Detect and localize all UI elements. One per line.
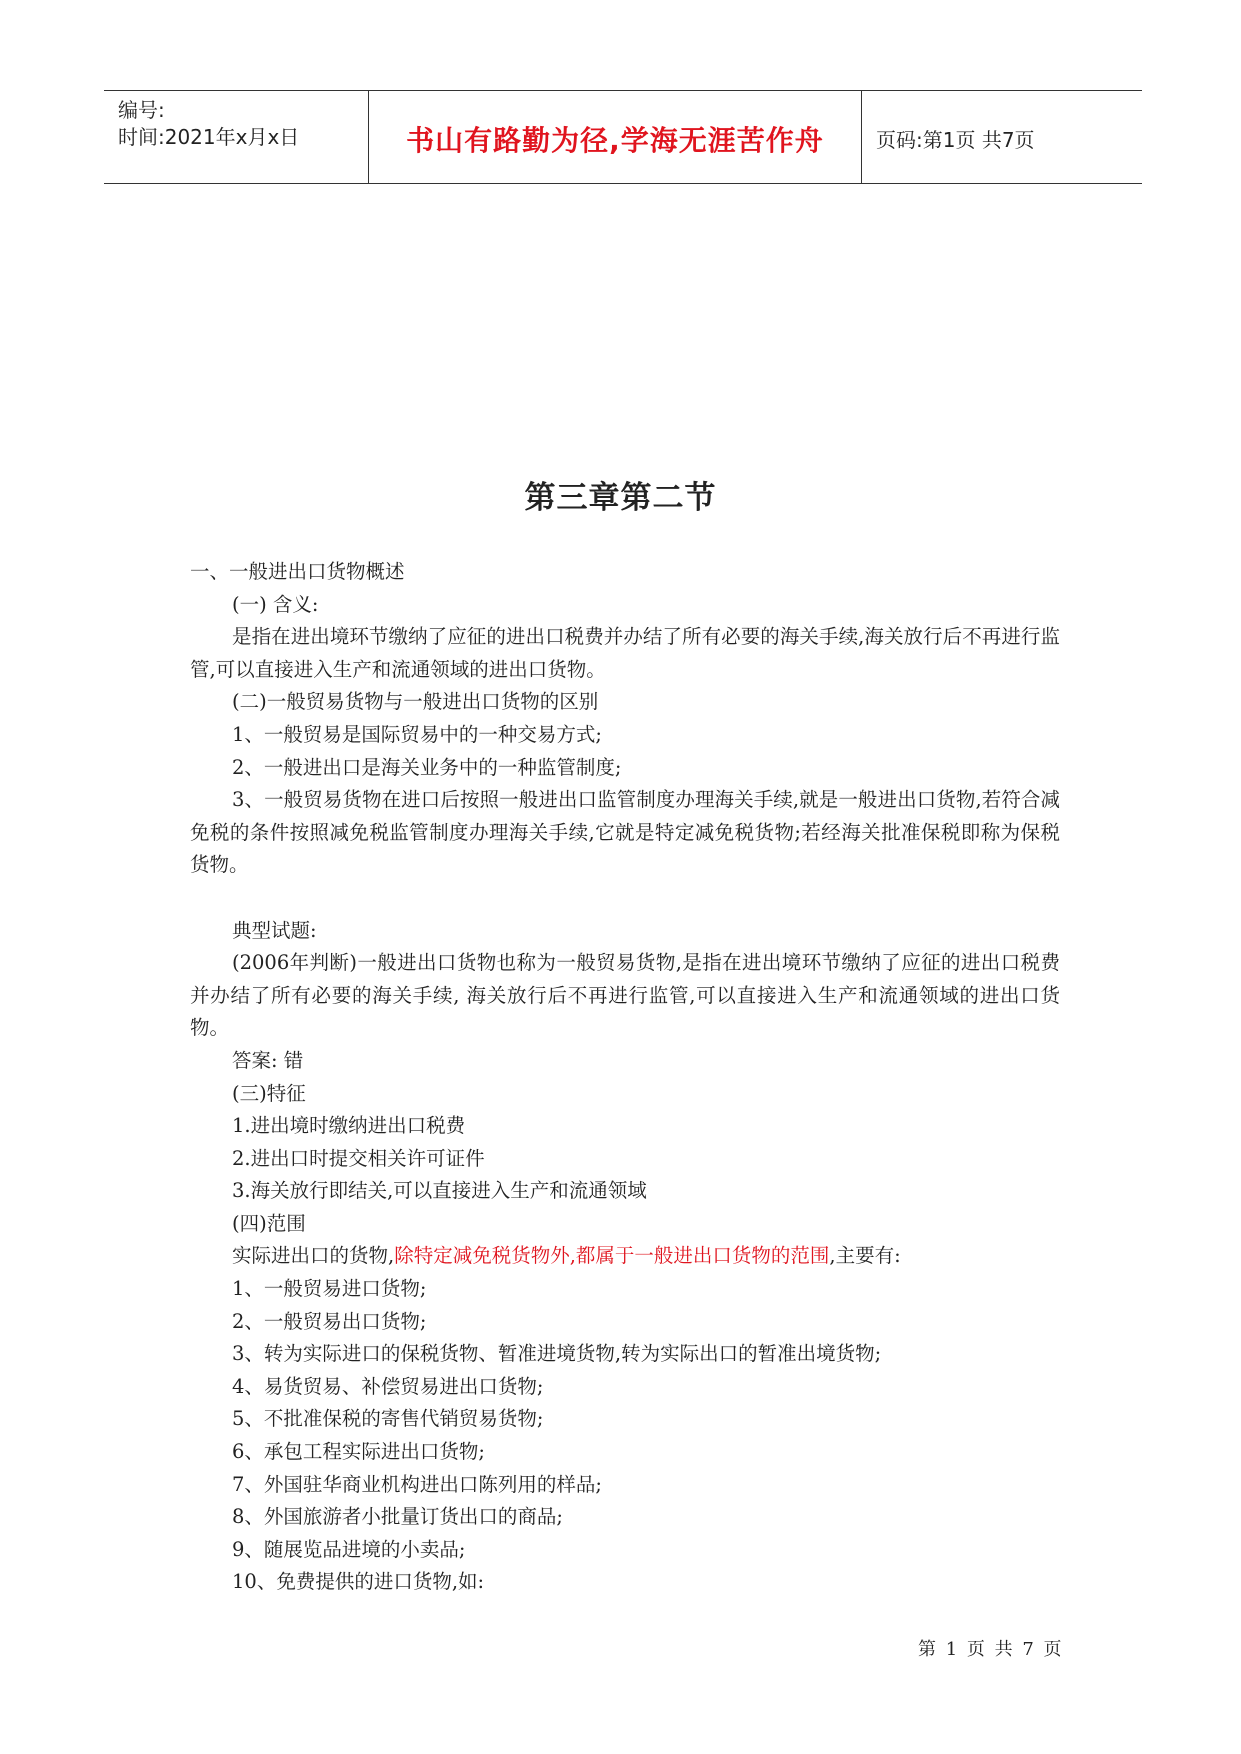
list-item: 8、外国旅游者小批量订货出口的商品;	[232, 1505, 563, 1529]
list-item: 1.进出境时缴纳进出口税费	[232, 1114, 466, 1138]
page-footer: 第 1 页 共 7 页	[918, 1639, 1062, 1660]
blank-line	[190, 882, 1060, 915]
list-item: 3、一般贸易货物在进口后按照一般进出口监管制度办理海关手续,就是一般进出口货物,若符合减免税的条件按照减免税监管制度办理海关手续,它就是特定减免税货物;若经海关批准保税即称为保税货物。	[190, 788, 1060, 877]
list-item: 3、转为实际进口的保税货物、暂准进境货物,转为实际出口的暂准出境货物;	[232, 1342, 882, 1366]
document-body	[190, 556, 1060, 1599]
section-heading: 一、一般进出口货物概述	[190, 560, 405, 583]
header-right-cell	[862, 91, 1142, 183]
list-item: 10、免费提供的进口货物,如:	[232, 1570, 485, 1594]
header-page-info: 页码:第1页 共7页	[876, 128, 1035, 152]
scope-text-end: ,主要有:	[829, 1244, 901, 1268]
subsection-heading: (三)特征	[232, 1081, 306, 1105]
list-item: 1、一般贸易是国际贸易中的一种交易方式;	[232, 722, 602, 746]
subsection-heading: (一) 含义:	[232, 592, 319, 616]
list-item: 5、不批准保税的寄售代销贸易货物;	[232, 1407, 544, 1431]
subsection-heading: (二)一般贸易货物与一般进出口货物的区别	[232, 690, 599, 714]
chapter-title: 第三章第二节	[524, 480, 717, 516]
exam-answer: 答案: 错	[232, 1048, 304, 1072]
exam-question: (2006年判断)一般进出口货物也称为一般贸易货物,是指在进出境环节缴纳了应征的进出口税费并办结了所有必要的海关手续, 海关放行后不再进行监管,可以直接进入生产和流通领域的进出口货物。	[190, 951, 1060, 1040]
list-item: 2.进出口时提交相关许可证件	[232, 1146, 485, 1170]
subsection-heading: (四)范围	[232, 1211, 306, 1235]
header-middle-cell	[369, 91, 862, 183]
header-left-cell	[104, 91, 369, 183]
paragraph: 是指在进出境环节缴纳了应征的进出口税费并办结了所有必要的海关手续,海关放行后不再进行监管,可以直接进入生产和流通领域的进出口货物。	[190, 625, 1060, 681]
list-item: 7、外国驻华商业机构进出口陈列用的样品;	[232, 1472, 602, 1496]
list-item: 2、一般进出口是海关业务中的一种监管制度;	[232, 755, 622, 779]
scope-paragraph	[190, 1240, 1060, 1273]
scope-text: 实际进出口的货物,	[232, 1244, 395, 1268]
list-item: 4、易货贸易、补偿贸易进出口货物;	[232, 1374, 544, 1398]
header-motto: 书山有路勤为径,学海无涯苦作舟	[406, 124, 824, 157]
exam-heading: 典型试题:	[232, 918, 317, 942]
list-item: 6、承包工程实际进出口货物;	[232, 1440, 485, 1464]
page-header	[104, 90, 1142, 184]
list-item: 3.海关放行即结关,可以直接进入生产和流通领域	[232, 1179, 647, 1203]
list-item: 1、一般贸易进口货物;	[232, 1277, 427, 1301]
list-item: 9、随展览品进境的小卖品;	[232, 1537, 466, 1561]
scope-highlight: 除特定减免税货物外,都属于一般进出口货物的范围	[394, 1244, 830, 1268]
list-item: 2、一般贸易出口货物;	[232, 1309, 427, 1333]
time-label: 时间:2021年x月x日	[118, 125, 300, 149]
number-label: 编号:	[118, 98, 165, 122]
